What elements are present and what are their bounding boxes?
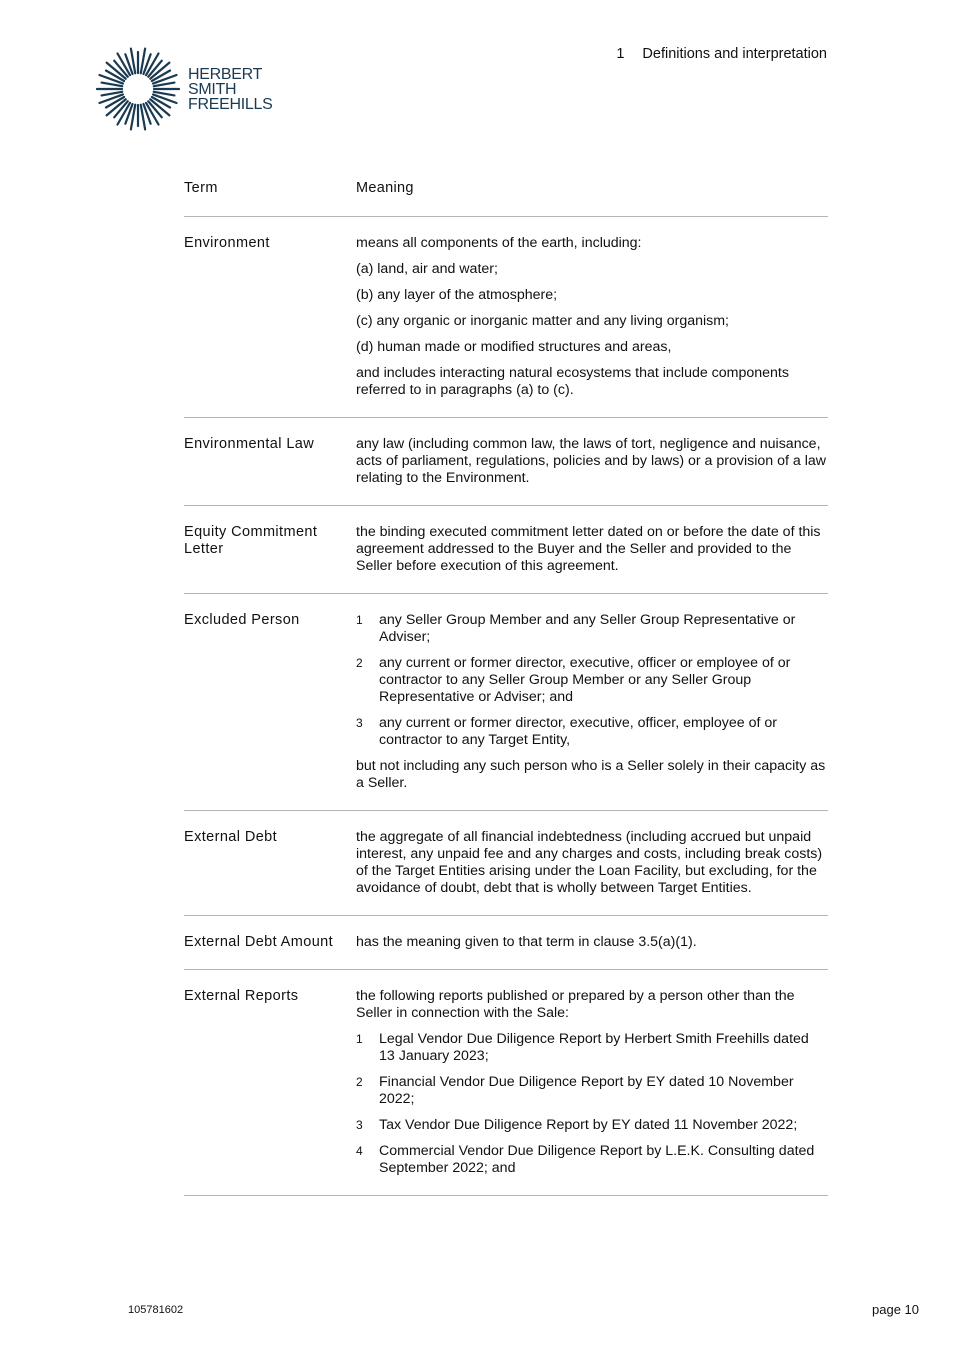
list-item [356,612,828,646]
definition-row-excluded-person [184,594,828,811]
logo-line-2: SMITH [188,80,237,98]
logo-line-1: HERBERT [188,65,263,83]
item-number: 3 [356,716,363,730]
item-number: 1 [356,613,363,627]
term: Environmental Law [184,436,315,452]
meaning-item: (d) human made or modified structures and areas, [356,339,672,355]
starburst-logo-icon [96,47,180,131]
term-column-header: Term [184,180,218,196]
meaning [356,934,828,951]
meaning-item: (c) any organic or inorganic matter and any living organism; [356,313,729,329]
item-number: 2 [356,656,363,670]
meaning-text: the binding executed commitment letter dated on or before the date of this agreement addressed to the Buyer and the Seller and provided to the Seller before execution of this agreement. [356,524,821,574]
meaning-item: (a) land, air and water; [356,261,498,277]
definition-row-external-debt [184,811,828,916]
meaning [356,235,828,399]
meaning [356,829,828,897]
item-text: Commercial Vendor Due Diligence Report by L.E.K. Consulting dated September 2022; and [379,1143,815,1176]
definition-row-equity-commitment-letter [184,506,828,594]
list-item [356,1117,828,1134]
term: Environment [184,235,270,251]
list-item [356,1031,828,1065]
item-number: 4 [356,1144,363,1158]
meaning-outro: but not including any such person who is a Seller solely in their capacity as a Seller. [356,758,826,791]
meaning-intro: means all components of the earth, including: [356,235,642,251]
meaning [356,524,828,575]
list-item [356,715,828,749]
section-title: Definitions and interpretation [642,46,827,62]
meaning [356,436,828,487]
term: External Debt [184,829,278,845]
running-header [616,46,827,62]
meaning [356,612,828,792]
firm-logo [96,47,272,131]
item-text: any Seller Group Member and any Seller Group Representative or Adviser; [379,612,796,645]
item-number: 2 [356,1075,363,1089]
page-number: page 10 [872,1302,919,1317]
item-text: Tax Vendor Due Diligence Report by EY dated 11 November 2022; [379,1117,798,1133]
list-item [356,655,828,706]
term: External Reports [184,988,299,1004]
item-text: Legal Vendor Due Diligence Report by Herbert Smith Freehills dated 13 January 2023; [379,1031,809,1064]
item-text: any current or former director, executive, officer, employee of or contractor to any Target Entity, [379,715,777,748]
firm-name [188,67,272,112]
definition-row-external-debt-amount [184,916,828,970]
term: Equity Commitment Letter [184,524,318,557]
meaning-item: (b) any layer of the atmosphere; [356,287,558,303]
list-item [356,1074,828,1108]
definitions-table [184,180,828,1196]
meaning [356,988,828,1177]
document-id: 105781602 [128,1304,184,1316]
meaning-text: any law (including common law, the laws of tort, negligence and nuisance, acts of parliament, regulations, policies and by laws) or a provision of a law relating to the Environment. [356,436,826,486]
meaning-text: has the meaning given to that term in clause 3.5(a)(1). [356,934,697,950]
item-text: Financial Vendor Due Diligence Report by EY dated 10 November 2022; [379,1074,794,1107]
term: External Debt Amount [184,934,334,950]
meaning-column-header: Meaning [356,180,414,196]
item-number: 1 [356,1032,363,1046]
section-number: 1 [616,46,625,62]
logo-line-3: FREEHILLS [188,95,273,113]
term: Excluded Person [184,612,300,628]
meaning-text: the aggregate of all financial indebtedness (including accrued but unpaid interest, any unpaid fee and any charges and costs, including break costs) of the Target Entities arising under the Loan Facility, but excluding, for the avoidance of doubt, debt that is wholly between Target Entities. [356,829,823,896]
meaning-outro: and includes interacting natural ecosystems that include components referred to in paragraphs (a) to (c). [356,365,789,398]
definition-row-external-reports [184,970,828,1196]
table-header [184,180,828,217]
item-text: any current or former director, executive, officer or employee of or contractor to any Seller Group Member or any Seller Group Representative or Adviser; and [379,655,791,705]
definition-row-environmental-law [184,418,828,506]
definition-row-environment [184,217,828,418]
meaning-intro: the following reports published or prepared by a person other than the Seller in connection with the Sale: [356,988,795,1021]
list-item [356,1143,828,1177]
item-number: 3 [356,1118,363,1132]
